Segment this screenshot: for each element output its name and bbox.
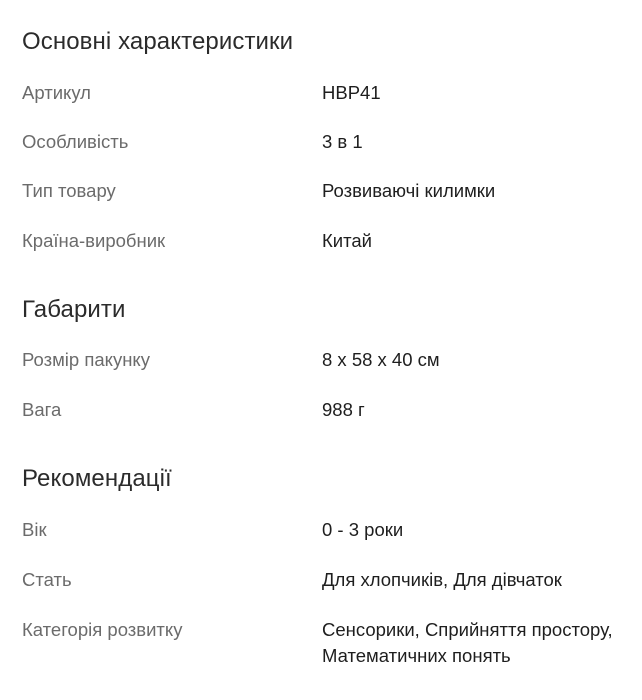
spec-value: Китай (322, 230, 372, 251)
spec-value: 988 г (322, 399, 365, 420)
spec-label: Країна-виробник (22, 230, 166, 251)
spec-label: Вік (22, 519, 47, 540)
spec-value: 0 - 3 роки (322, 519, 404, 540)
section-title: Основні характеристики (22, 28, 294, 55)
section-title: Габарити (22, 296, 126, 323)
spec-value: Сенсорики, Сприйняття простору, Математичних понять (322, 619, 613, 666)
spec-label: Розмір пакунку (22, 349, 150, 370)
spec-value: 3 в 1 (322, 131, 363, 152)
spec-value: 8 x 58 x 40 см (322, 349, 440, 370)
spec-label: Категорія розвитку (22, 619, 183, 640)
spec-label: Вага (22, 399, 62, 420)
spec-label: Особливість (22, 131, 129, 152)
spec-value: Розвиваючі килимки (322, 180, 496, 201)
section-recommendations (22, 465, 622, 666)
spec-label: Тип товару (22, 180, 116, 201)
section-title: Рекомендації (22, 465, 172, 492)
section-main-characteristics (22, 28, 622, 251)
section-dimensions (22, 296, 622, 420)
spec-label: Стать (22, 569, 72, 590)
spec-value: HBP41 (322, 82, 381, 103)
spec-label: Артикул (22, 82, 91, 103)
spec-value: Для хлопчиків, Для дівчаток (322, 569, 562, 590)
